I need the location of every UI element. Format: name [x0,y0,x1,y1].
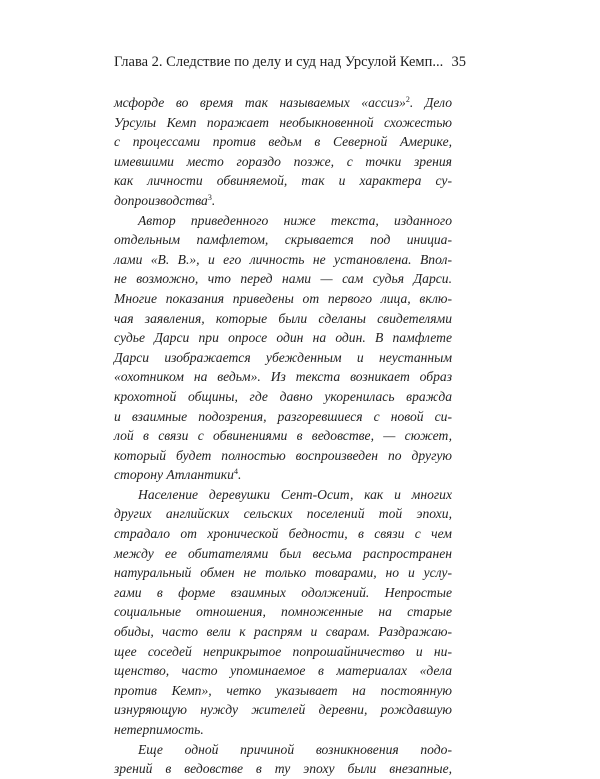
text-line: Население деревушки Сент-Осит, как и многих [138,486,452,502]
text-line: между ее обитателями был весьма распространен [114,545,452,561]
running-head [114,54,466,74]
text-line: изнуряющую нужду жителей деревни, рождавшую [114,702,452,718]
text-line: имевшими место гораздо позже, с точки зрения [114,153,452,169]
footnote-ref: 3 [207,192,212,202]
text-line: с процессами против ведьм в Северной Америке, [114,134,452,150]
text-line: лами «В. В.», и его личность не установлена. Впол- [114,251,452,267]
text-line: как личности обвиняемой, так и характера су- [114,173,452,189]
text-line: Дарси изображается убежденным и неустанным [114,349,452,365]
chapter-title: Глава 2. Следствие по делу и суд над Урсулой Кемп... [114,54,444,70]
text-line: судье Дарси при опросе один на один. В памфлете [114,330,452,346]
text-line: щее соседей неприкрытое попрошайничество и ни- [114,643,452,659]
text-line: который будет полностью воспроизведен по другую [114,447,452,463]
text-line: крохотной общины, где давно укоренилась вражда [114,388,452,404]
text-line: лой в связи с обвинениями в ведовстве, — сюжет, [114,428,452,444]
text-line: обиды, часто вели к распрям и сварам. Раздражаю- [114,624,452,640]
page-number: 35 [451,54,466,70]
footnote-ref: 2 [405,95,410,104]
text-line: Автор приведенного ниже текста, изданного [138,212,452,228]
text-line: Еще одной причиной возникновения подо- [138,741,452,757]
text-line: «охотником на ведьм». Из текста возникает образ [114,369,452,385]
text-line: других английских сельских поселений той эпохи, [114,506,452,522]
text-line: не возможно, что перед нами — сам судья Дарси. [114,271,452,287]
footnote-ref: 4 [233,467,238,477]
text-line: щенство, часто упоминаемое в материалах «дела [114,663,452,679]
text-line: сторону Атлантики$^4$. [114,467,242,483]
text-line: натуральный обмен не только товарами, но и услу- [114,565,452,581]
text-line: и взаимные подозрения, разгоревшиеся с новой си- [114,408,452,424]
text-line: против Кемп», четко указывает на постоянную [114,682,452,698]
text-line: Урсулы Кемп поражает необыкновенной схожестью [114,114,452,130]
text-line: Многие показания приведены от первого лица, вклю- [114,290,452,306]
text-line: допроизводства$^3$. [114,192,216,208]
text-line: чая заявления, которые были сделаны свидетелями [114,310,452,326]
text-line: нетерпимость. [114,722,204,737]
text-line: отдельным памфлетом, скрывается под инициа- [114,232,452,248]
body-text [114,93,452,779]
text-line: мсфорде во время так называемых «ассиз»$^2$. Дело [114,95,453,110]
text-line: зрений в ведовстве в ту эпоху были внезапные, [114,761,452,777]
text-line: гами в форме взаимных одолжений. Непростые [114,584,452,600]
text-line: страдало от хронической бедности, в связи с чем [114,526,452,542]
text-line: социальные отношения, помноженные на старые [114,604,452,620]
